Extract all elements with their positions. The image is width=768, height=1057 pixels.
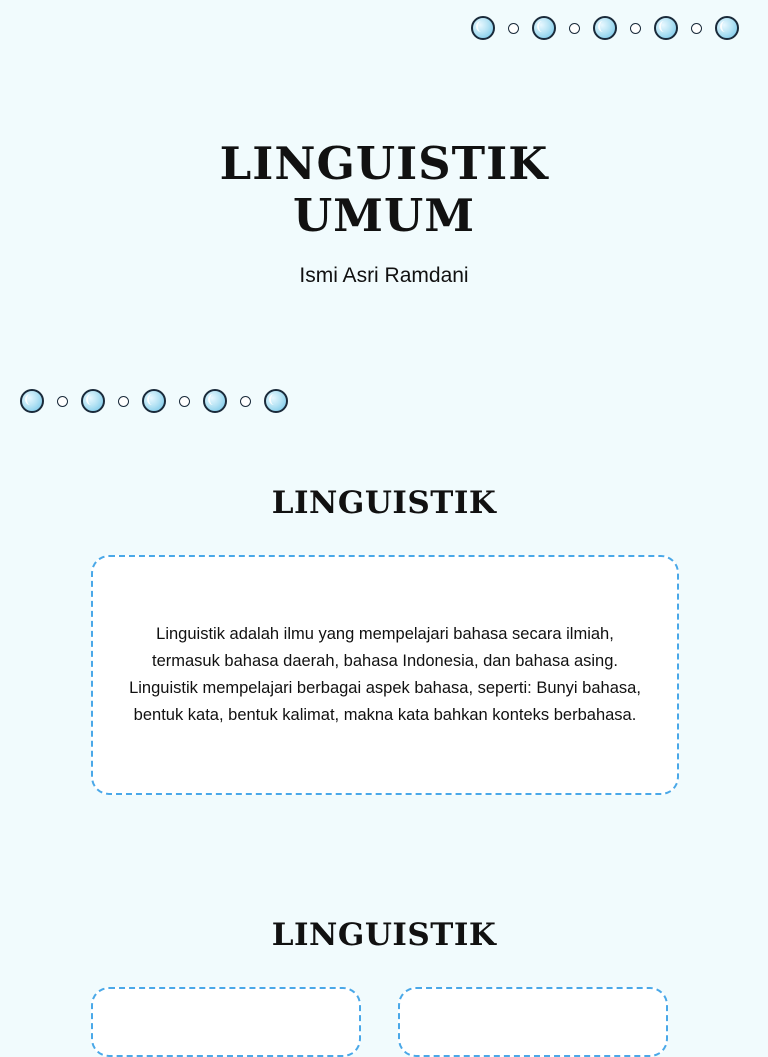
bubble-icon [654,16,678,40]
title-line-2: UMUM [292,189,476,242]
section-heading: LINGUISTIK [271,485,497,521]
small-circle-icon [569,23,580,34]
definition-text: Linguistik adalah ilmu yang mempelajari bahasa secara ilmiah, termasuk bahasa daerah, bahasa Indonesia, dan bahasa asing. Linguistik mempelajari berbagai aspek bahasa, seperti: Bunyi bahasa, bentuk kata, bentuk kalimat, makna kata bahkan konteks berbahasa. [129,625,641,724]
decorative-bubble-row-middle [20,389,288,413]
bubble-icon [471,16,495,40]
small-circle-icon [118,396,129,407]
small-circle-icon [630,23,641,34]
small-circle-icon [57,396,68,407]
title-line-1: LINGUISTIK [219,137,549,190]
bubble-icon [142,389,166,413]
info-card-right [398,987,668,1057]
author-name: Ismi Asri Ramdani [299,264,469,287]
small-circle-icon [179,396,190,407]
small-circle-icon [508,23,519,34]
decorative-bubble-row-top [471,16,739,40]
info-card-left [91,987,361,1057]
section-heading: LINGUISTIK [271,917,497,953]
bubble-icon [20,389,44,413]
page-title [0,138,768,242]
bubble-icon [203,389,227,413]
bubble-icon [593,16,617,40]
bubble-icon [264,389,288,413]
bubble-icon [715,16,739,40]
bubble-icon [81,389,105,413]
bubble-icon [532,16,556,40]
small-circle-icon [240,396,251,407]
definition-card [91,555,679,795]
small-circle-icon [691,23,702,34]
